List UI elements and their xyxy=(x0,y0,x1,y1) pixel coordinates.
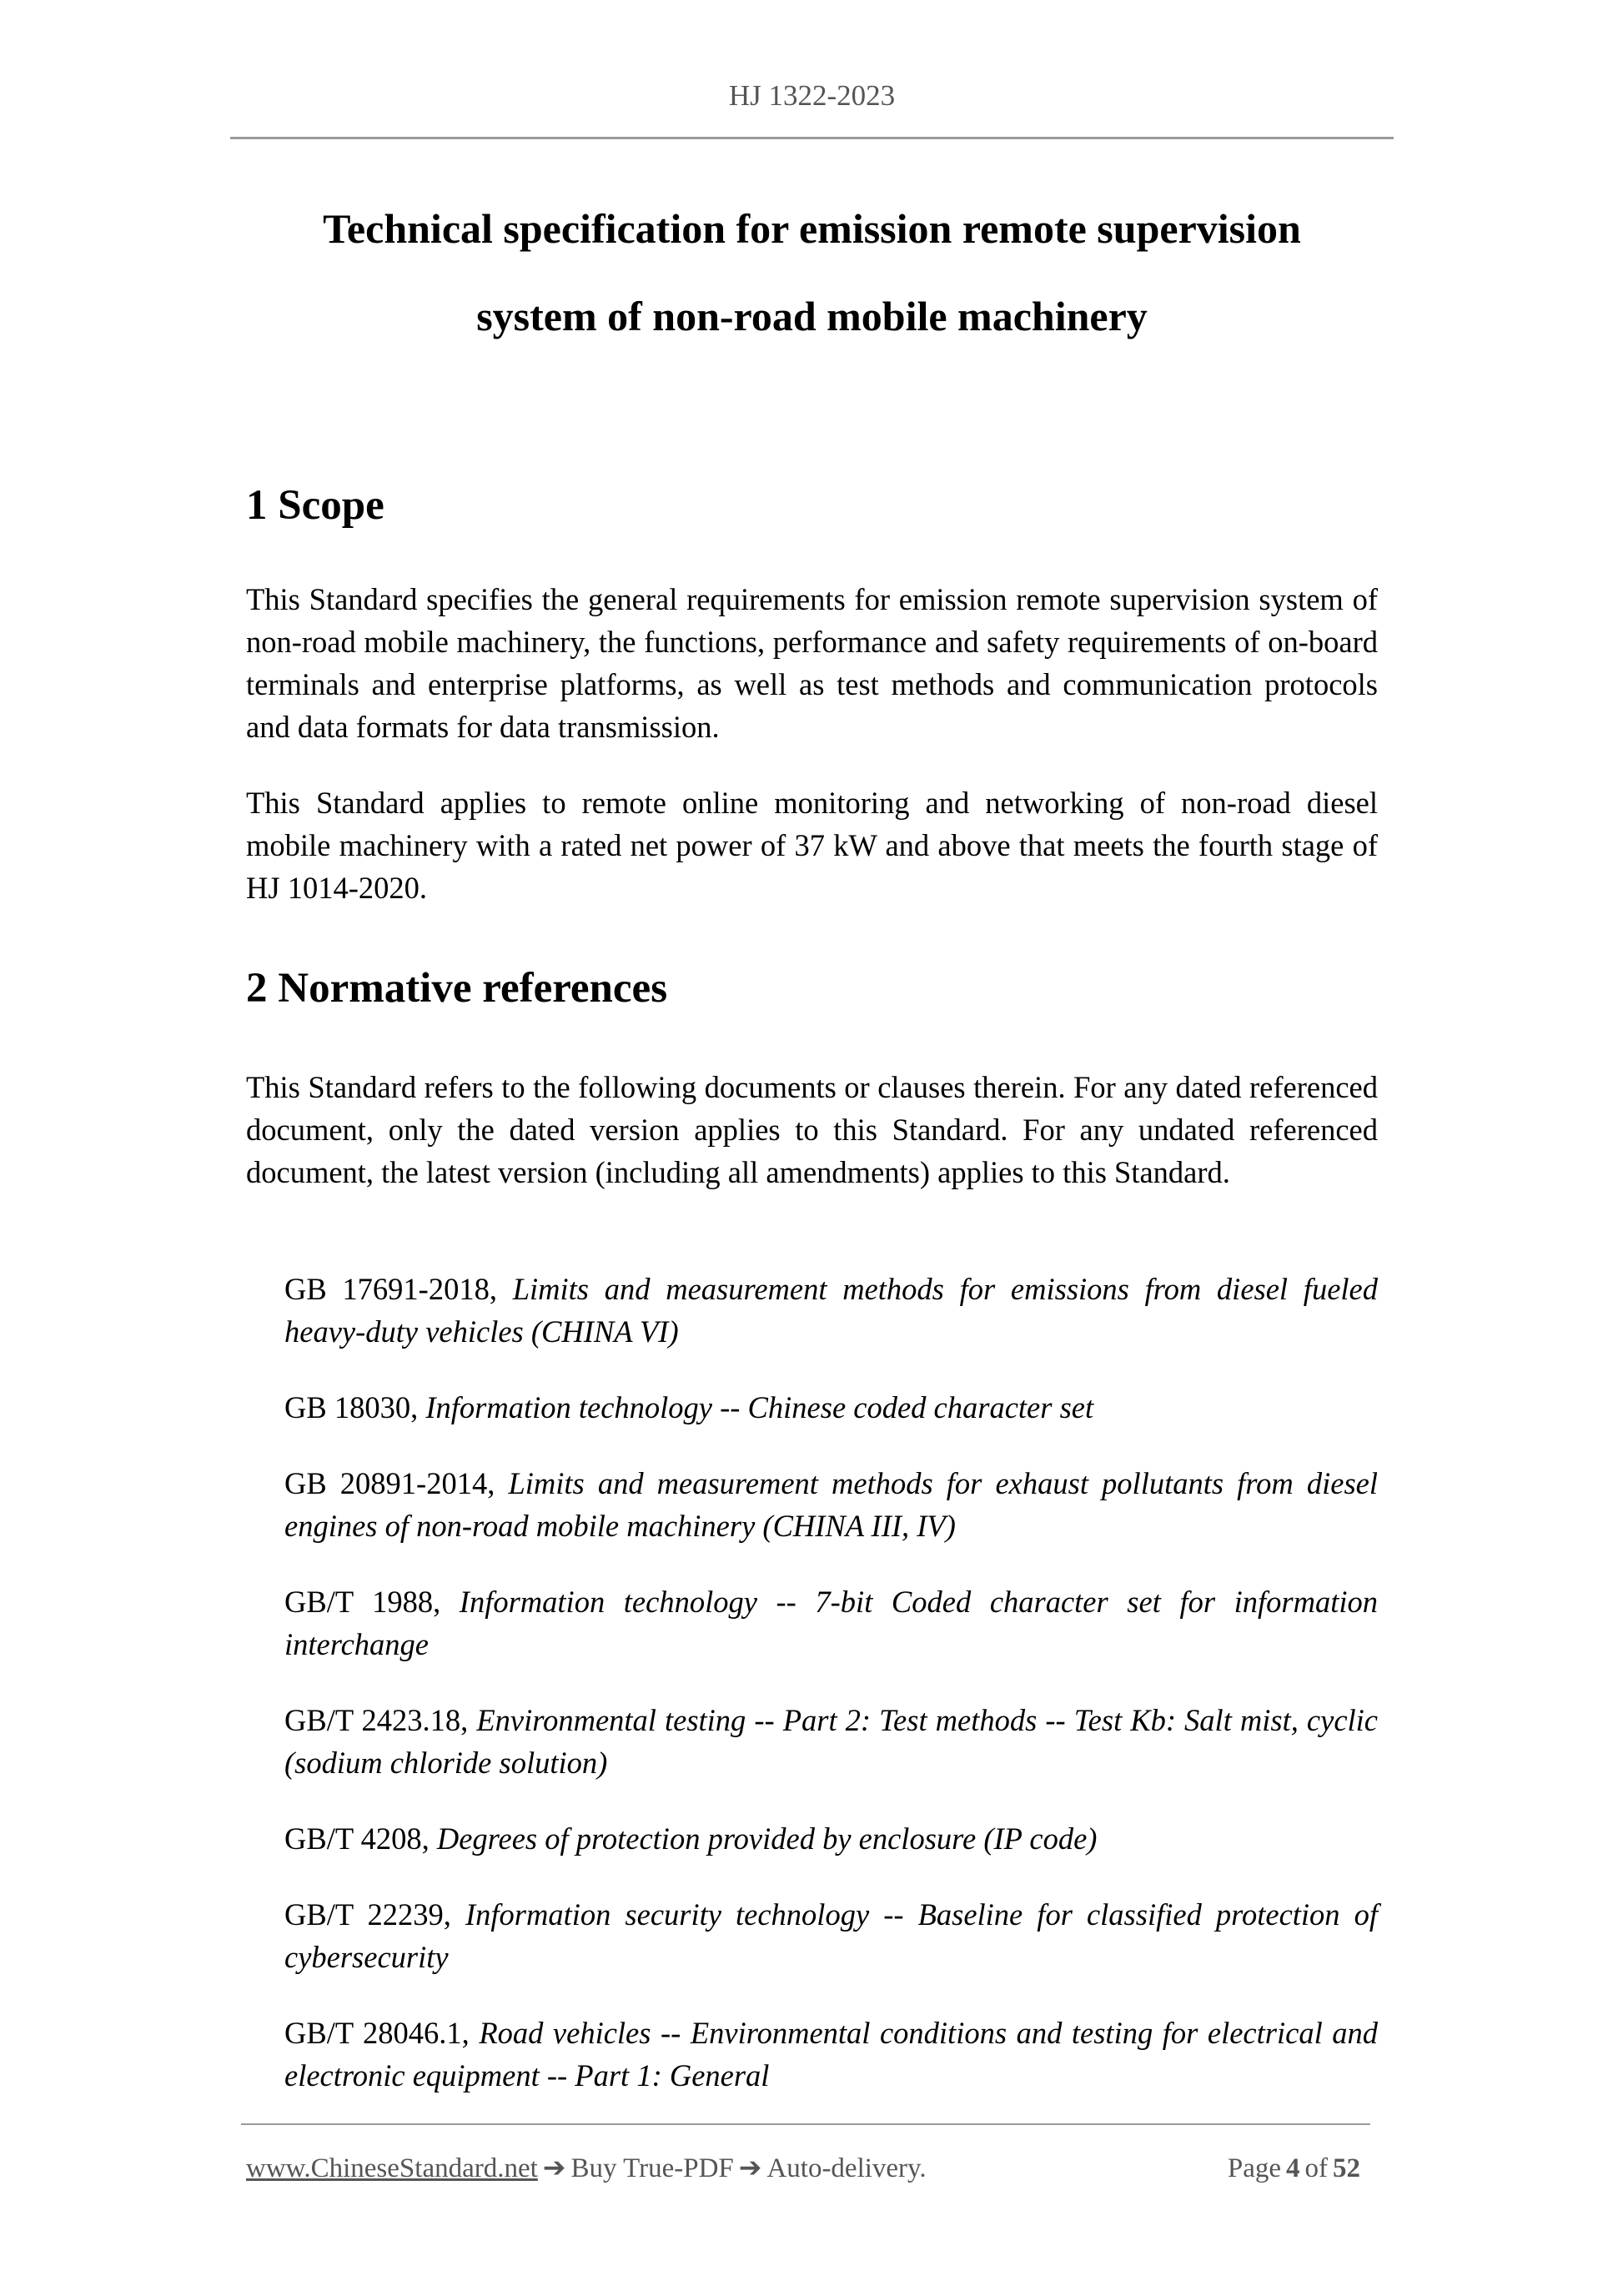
page-indicator xyxy=(1228,2152,1365,2185)
scope-paragraph-1: This Standard specifies the general requirements for emission remote supervision system of non-road mobile machinery, the functions, performance and safety requirements of on-board terminals and enterprise platforms, as well as test methods and communication protocols and data formats for data transmission. xyxy=(246,582,1378,744)
reference-item xyxy=(284,1699,1378,1784)
document-title-line-2: system of non-road mobile machinery xyxy=(476,293,1148,339)
of-label: of xyxy=(1304,2153,1328,2183)
reference-title: Environmental testing -- Part 2: Test methods -- Test Kb: Salt mist, cyclic (sodium chloride solution) xyxy=(284,1703,1378,1780)
reference-title: Information technology -- Chinese coded character set xyxy=(425,1390,1094,1424)
reference-title: Degrees of protection provided by enclosure (IP code) xyxy=(436,1821,1098,1856)
reference-code: GB/T 2423.18, xyxy=(284,1703,477,1737)
arrow-right-icon: ➔ xyxy=(738,2153,762,2183)
reference-item xyxy=(284,1893,1378,1978)
reference-code: GB/T 28046.1, xyxy=(284,2016,480,2050)
reference-title: Road vehicles -- Environmental conditions and testing for electrical and electronic equipment -- Part 1: General xyxy=(284,2016,1379,2093)
reference-item xyxy=(284,1580,1378,1665)
reference-item xyxy=(284,2012,1378,2097)
normative-references-intro: This Standard refers to the following documents or clauses therein. For any dated referenced document, only the dated version applies to this Standard. For any undated referenced document, the latest version (including all amendments) applies to this Standard. xyxy=(246,1070,1378,1189)
reference-code: GB 18030, xyxy=(284,1390,426,1424)
footer-divider xyxy=(241,2123,1370,2125)
reference-item xyxy=(284,1268,1378,1353)
footer-promo xyxy=(246,2152,927,2185)
reference-title: Limits and measurement methods for emissions from diesel fueled heavy-duty vehicles (CHINA VI) xyxy=(284,1272,1378,1349)
reference-code: GB/T 22239, xyxy=(284,1897,465,1932)
reference-code: GB 20891-2014, xyxy=(284,1466,509,1500)
reference-code: GB 17691-2018, xyxy=(284,1272,513,1306)
chinese-standard-link[interactable]: www.ChineseStandard.net xyxy=(246,2153,538,2183)
reference-item xyxy=(284,1386,1378,1429)
arrow-right-icon: ➔ xyxy=(542,2153,566,2183)
reference-item xyxy=(284,1462,1378,1547)
running-header: HJ 1322-2023 xyxy=(728,79,896,112)
reference-code: GB/T 4208, xyxy=(284,1821,437,1856)
total-page-count: 52 xyxy=(1333,2153,1360,2183)
reference-title: Limits and measurement methods for exhaust pollutants from diesel engines of non-road mobile machinery (CHINA III, IV) xyxy=(284,1466,1379,1543)
reference-title: Information technology -- 7-bit Coded character set for information interchange xyxy=(284,1585,1379,1661)
document-title xyxy=(246,185,1378,360)
reference-item xyxy=(284,1817,1378,1860)
header-divider xyxy=(230,137,1394,139)
page-label: Page xyxy=(1227,2153,1281,2183)
page-footer xyxy=(246,2152,1365,2185)
section-heading-normative-references: 2 Normative references xyxy=(246,965,668,1012)
scope-paragraph-2: This Standard applies to remote online monitoring and networking of non-road diesel mobile machinery with a rated net power of 37 kW and above that meets the fourth stage of HJ 1014-2020. xyxy=(246,786,1378,905)
current-page-number: 4 xyxy=(1286,2153,1300,2183)
buy-true-pdf-text: Buy True-PDF xyxy=(570,2153,734,2183)
reference-title: Information security technology -- Baseline for classified protection of cybersecurity xyxy=(284,1897,1378,1974)
reference-code: GB/T 1988, xyxy=(284,1585,460,1619)
reference-list xyxy=(284,1268,1378,2130)
document-title-line-1: Technical specification for emission remote supervision xyxy=(323,205,1301,252)
auto-delivery-text: Auto-delivery. xyxy=(766,2153,927,2183)
section-heading-scope: 1 Scope xyxy=(246,482,384,529)
